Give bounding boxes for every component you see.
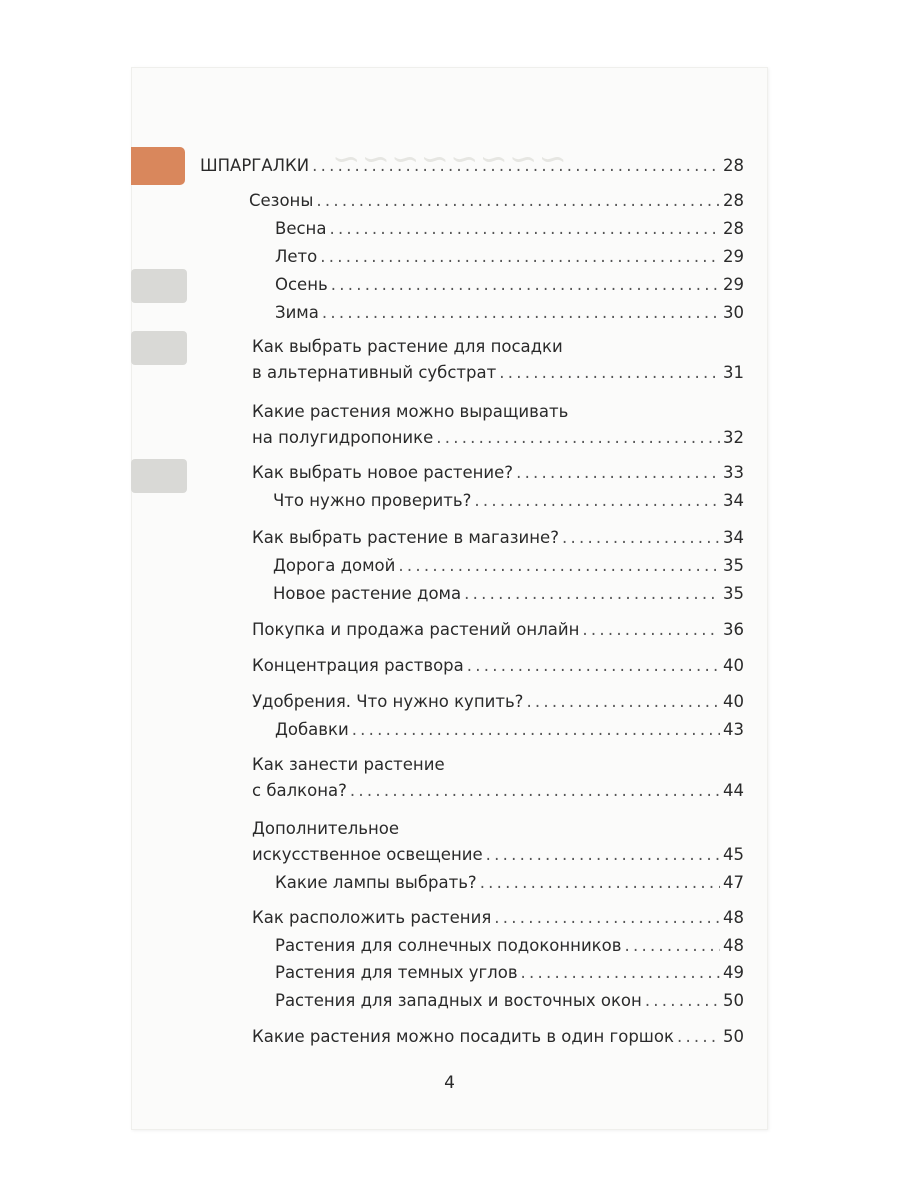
toc-entry-additives[interactable] xyxy=(275,719,744,741)
toc-entry-page: 28 xyxy=(723,156,744,175)
toc-entry-title: Осень xyxy=(275,275,328,294)
book-page xyxy=(131,67,768,1130)
toc-entry-windows[interactable] xyxy=(275,990,744,1012)
toc-entry-page: 33 xyxy=(723,463,744,482)
toc-entry-title: Какие растения можно посадить в один горшок xyxy=(252,1027,674,1046)
toc-entry-lighting-line1[interactable]: Дополнительное xyxy=(252,819,399,838)
toc-entry-title: Как расположить растения xyxy=(252,908,492,927)
toc-entry-page: 35 xyxy=(723,584,744,603)
leader-dots xyxy=(322,302,720,324)
toc-entry-autumn[interactable] xyxy=(275,274,744,296)
leader-dots xyxy=(398,555,720,577)
leader-dots xyxy=(526,691,720,713)
toc-entry-title: Растения для западных и восточных окон xyxy=(275,991,642,1010)
toc-entry-summer[interactable] xyxy=(275,246,744,268)
leader-dots xyxy=(677,1026,720,1048)
toc-entry-title: Что нужно проверить? xyxy=(273,491,472,510)
leader-dots xyxy=(521,962,720,984)
toc-entry-title: на полугидропонике xyxy=(252,428,434,447)
toc-entry-page: 48 xyxy=(723,936,744,955)
leader-dots xyxy=(350,780,720,802)
toc-entry-semi-hydro-line1[interactable]: Какие растения можно выращивать xyxy=(252,402,569,421)
toc-entry-page: 40 xyxy=(723,692,744,711)
toc-entry-title: Растения для солнечных подоконников xyxy=(275,936,622,955)
page-number: 4 xyxy=(444,1073,455,1093)
toc-entry-spring[interactable] xyxy=(275,218,744,240)
leader-dots xyxy=(480,872,720,894)
toc-entry-semi-hydro[interactable] xyxy=(252,427,744,449)
toc-entry-way-home[interactable] xyxy=(273,555,744,577)
leader-dots xyxy=(516,462,720,484)
toc-entry-page: 35 xyxy=(723,556,744,575)
toc-entry-page: 36 xyxy=(723,620,744,639)
toc-entry-page: 44 xyxy=(723,781,744,800)
toc-entry-seasons[interactable] xyxy=(249,190,744,212)
toc-entry-title: Лето xyxy=(275,247,318,266)
toc-entry-one-pot[interactable] xyxy=(252,1026,744,1048)
toc-entry-page: 31 xyxy=(723,363,744,382)
toc-entry-title: ШПАРГАЛКИ xyxy=(200,156,310,175)
leader-dots xyxy=(331,274,720,296)
toc-entry-title: искусственное освещение xyxy=(252,845,483,864)
bleed-through-mark xyxy=(131,269,187,303)
toc-entry-winter[interactable] xyxy=(275,302,744,324)
toc-entry-page: 29 xyxy=(723,247,744,266)
toc-entry-title: Растения для темных углов xyxy=(275,963,518,982)
toc-entry-concentration[interactable] xyxy=(252,655,744,677)
toc-entry-online[interactable] xyxy=(252,619,744,641)
toc-entry-title: в альтернативный субстрат xyxy=(252,363,497,382)
toc-entry-page: 43 xyxy=(723,720,744,739)
toc-entry-page: 34 xyxy=(723,491,744,510)
toc-entry-title: Весна xyxy=(275,219,327,238)
toc-entry-in-store[interactable] xyxy=(252,527,744,549)
toc-entry-check[interactable] xyxy=(273,490,744,512)
toc-entry-title: Удобрения. Что нужно купить? xyxy=(252,692,524,711)
toc-entry-page: 40 xyxy=(723,656,744,675)
toc-entry-page: 34 xyxy=(723,528,744,547)
leader-dots xyxy=(320,246,720,268)
toc-entry-balcony[interactable] xyxy=(252,780,744,802)
toc-entry-page: 45 xyxy=(723,845,744,864)
leader-dots xyxy=(464,583,720,605)
toc-entry-page: 50 xyxy=(723,991,744,1010)
bleed-through-mark xyxy=(131,331,187,365)
toc-entry-title: Концентрация раствора xyxy=(252,656,464,675)
toc-entry-title: Какие лампы выбрать? xyxy=(275,873,477,892)
toc-entry-title: Новое растение дома xyxy=(273,584,462,603)
toc-entry-title: Как выбрать новое растение? xyxy=(252,463,514,482)
leader-dots xyxy=(645,990,720,1012)
leader-dots xyxy=(436,427,720,449)
leader-dots xyxy=(352,719,720,741)
toc-entry-page: 50 xyxy=(723,1027,744,1046)
toc-entry-title: Зима xyxy=(275,303,319,322)
leader-dots xyxy=(312,155,720,177)
toc-entry-new-plant[interactable] xyxy=(252,462,744,484)
toc-entry-page: 28 xyxy=(723,219,744,238)
toc-entry-page: 28 xyxy=(723,191,744,210)
leader-dots xyxy=(494,907,720,929)
toc-entry-page: 30 xyxy=(723,303,744,322)
leader-dots xyxy=(329,218,720,240)
toc-entry-alt-substrate[interactable] xyxy=(252,362,744,384)
toc-entry-lamps[interactable] xyxy=(275,872,744,894)
bleed-through-heading: ~~~~~~~~ xyxy=(331,139,567,179)
toc-entry-title: Как выбрать растение в магазине? xyxy=(252,528,559,547)
toc-entry-title: Покупка и продажа растений онлайн xyxy=(252,620,580,639)
leader-dots xyxy=(474,490,720,512)
toc-entry-page: 29 xyxy=(723,275,744,294)
toc-entry-title: Сезоны xyxy=(249,191,314,210)
leader-dots xyxy=(316,190,720,212)
toc-entry-at-home[interactable] xyxy=(273,583,744,605)
toc-entry-balcony-line1[interactable]: Как занести растение xyxy=(252,755,445,774)
toc-entry-alt-substrate-line1[interactable]: Как выбрать растение для посадки xyxy=(252,337,563,356)
leader-dots xyxy=(562,527,720,549)
toc-entry-page: 48 xyxy=(723,908,744,927)
toc-entry-page: 49 xyxy=(723,963,744,982)
toc-entry-page: 32 xyxy=(723,428,744,447)
toc-entry-title: Добавки xyxy=(275,720,349,739)
toc-entry-lighting[interactable] xyxy=(252,844,744,866)
section-accent-bar xyxy=(131,147,185,185)
toc-entry-arrange[interactable] xyxy=(252,907,744,929)
toc-entry-page: 47 xyxy=(723,873,744,892)
toc-entry-title: с балкона? xyxy=(252,781,347,800)
toc-entry-title: Дорога домой xyxy=(273,556,396,575)
bleed-through-mark xyxy=(131,459,187,493)
toc-entry-dark[interactable] xyxy=(275,962,744,984)
leader-dots xyxy=(499,362,720,384)
toc-entry-section[interactable] xyxy=(200,155,744,177)
leader-dots xyxy=(624,935,720,957)
leader-dots xyxy=(467,655,720,677)
toc-entry-sunny[interactable] xyxy=(275,935,744,957)
toc-entry-fertilizers[interactable] xyxy=(252,691,744,713)
leader-dots xyxy=(486,844,720,866)
leader-dots xyxy=(582,619,720,641)
